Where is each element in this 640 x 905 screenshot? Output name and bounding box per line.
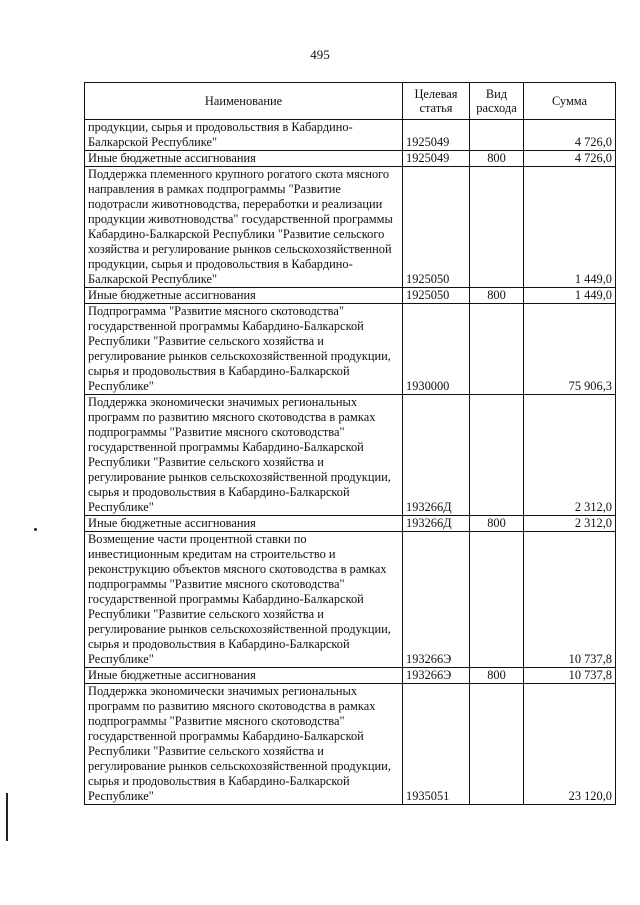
row-amount: 75 906,3 (524, 304, 616, 395)
table-row (85, 304, 616, 395)
row-expense-type: 800 (470, 668, 524, 684)
row-name: Поддержка экономически значимых региональных программ по развитию мясного скотоводства в рамках подпрограммы "Развитие мясного скотоводства" государственной программы Кабардино-Балкарской Республики "Развитие сельского хозяйства и регулирование рынков сельскохозяйственной продукции, сырья и продовольствия в Кабардино-Балкарской Республике" (85, 684, 403, 805)
table-row (85, 684, 616, 805)
row-name: Иные бюджетные ассигнования (85, 516, 403, 532)
row-code: 193266Э (403, 532, 470, 668)
row-expense-type: 800 (470, 151, 524, 167)
table-row (85, 288, 616, 304)
scan-mark-dot (34, 528, 37, 531)
row-name: Подпрограмма "Развитие мясного скотоводства" государственной программы Кабардино-Балкарской Республики "Развитие сельского хозяйства и регулирование рынков сельскохозяйственной продукции, сырья и продовольствия в Кабардино-Балкарской Республике" (85, 304, 403, 395)
row-code: 193266Д (403, 395, 470, 516)
row-name: Иные бюджетные ассигнования (85, 288, 403, 304)
table-header-row (85, 83, 616, 120)
column-header-name: Наименование (85, 83, 403, 120)
column-header-expense-type: Вид расхода (470, 83, 524, 120)
table-row (85, 151, 616, 167)
table-row (85, 167, 616, 288)
row-code: 193266Д (403, 516, 470, 532)
row-amount: 10 737,8 (524, 668, 616, 684)
row-amount: 2 312,0 (524, 395, 616, 516)
row-code: 1925049 (403, 151, 470, 167)
table-row (85, 532, 616, 668)
row-expense-type (470, 395, 524, 516)
row-expense-type: 800 (470, 288, 524, 304)
table-row (85, 516, 616, 532)
table-row (85, 395, 616, 516)
row-code: 1930000 (403, 304, 470, 395)
row-code: 1925050 (403, 288, 470, 304)
row-expense-type (470, 304, 524, 395)
table-row (85, 120, 616, 151)
row-code: 193266Э (403, 668, 470, 684)
row-amount: 1 449,0 (524, 167, 616, 288)
row-name: продукции, сырья и продовольствия в Кабардино-Балкарской Республике" (85, 120, 403, 151)
row-amount: 1 449,0 (524, 288, 616, 304)
table-row (85, 668, 616, 684)
row-expense-type (470, 684, 524, 805)
row-amount: 4 726,0 (524, 120, 616, 151)
row-amount: 2 312,0 (524, 516, 616, 532)
row-expense-type (470, 167, 524, 288)
row-amount: 10 737,8 (524, 532, 616, 668)
row-expense-type (470, 532, 524, 668)
row-code: 1935051 (403, 684, 470, 805)
row-name: Поддержка племенного крупного рогатого скота мясного направления в рамках подпрограммы "Развитие подотрасли животноводства, переработки и реализации продукции животноводства" государственной программы Кабардино-Балкарской Республики "Развитие сельского хозяйства и регулирование рынков сельскохозяйственной продукции, сырья и продовольствия в Кабардино-Балкарской Республике" (85, 167, 403, 288)
row-name: Возмещение части процентной ставки по инвестиционным кредитам на строительство и реконструкцию объектов мясного скотоводства в рамках подпрограммы "Развитие мясного скотоводства" государственной программы Кабардино-Балкарской Республики "Развитие сельского хозяйства и регулирование рынков сельскохозяйственной продукции, сырья и продовольствия в Кабардино-Балкарской Республике" (85, 532, 403, 668)
column-header-amount: Сумма (524, 83, 616, 120)
row-amount: 4 726,0 (524, 151, 616, 167)
row-name: Иные бюджетные ассигнования (85, 668, 403, 684)
scan-mark-line (6, 793, 8, 841)
budget-table (84, 82, 616, 805)
row-name: Иные бюджетные ассигнования (85, 151, 403, 167)
column-header-code: Целевая статья (403, 83, 470, 120)
row-amount: 23 120,0 (524, 684, 616, 805)
row-code: 1925050 (403, 167, 470, 288)
page-number: 495 (310, 47, 330, 62)
row-code: 1925049 (403, 120, 470, 151)
row-expense-type (470, 120, 524, 151)
row-expense-type: 800 (470, 516, 524, 532)
row-name: Поддержка экономически значимых региональных программ по развитию мясного скотоводства в рамках подпрограммы "Развитие мясного скотоводства" государственной программы Кабардино-Балкарской Республики "Развитие сельского хозяйства и регулирование рынков сельскохозяйственной продукции, сырья и продовольствия в Кабардино-Балкарской Республике" (85, 395, 403, 516)
